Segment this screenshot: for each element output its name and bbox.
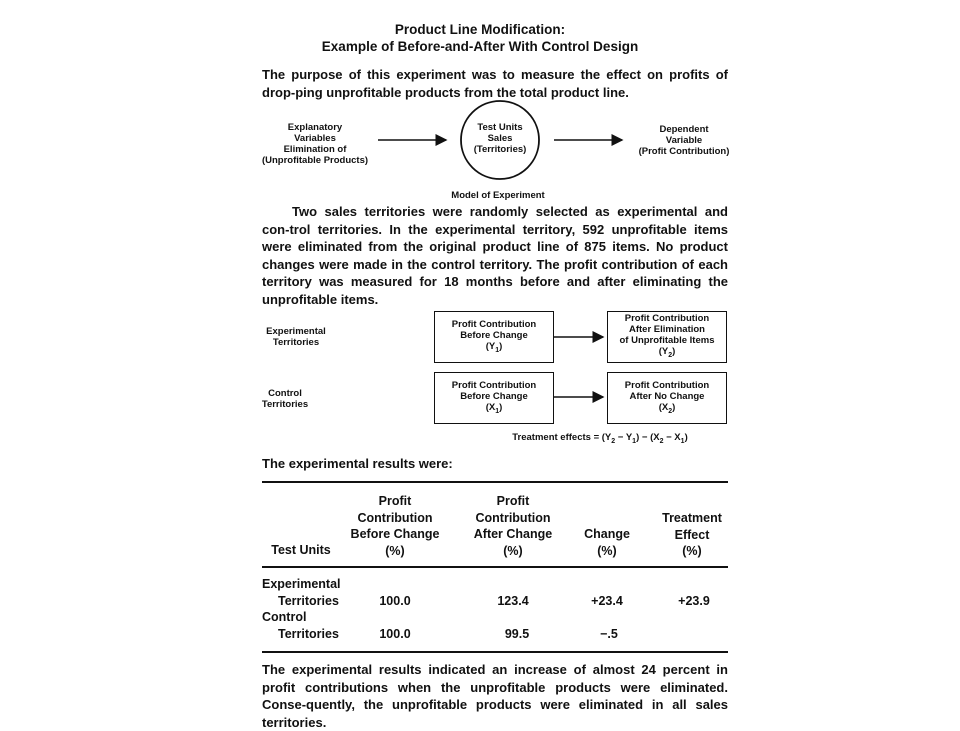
th-change: Change (%)	[584, 527, 630, 558]
exp-after-box: Profit Contribution After Elimination of Unprofitable Items $(Y_2)$	[607, 311, 727, 363]
table-cell-exp-effect: +23.9	[678, 594, 710, 608]
circle-label: Test Units Sales (Territories)	[473, 122, 527, 155]
explanatory-label: Explanatory Variables Elimination of (Unprofitable Products)	[261, 122, 369, 166]
conclusion-paragraph: The experimental results indicated an increase of almost 24 percent in profit contributions when the unprofitable products were eliminated. Conse-quently, the unprofitable products were eliminated in all sales territories.	[262, 662, 728, 730]
ctl-after-box: Profit Contribution After No Change $(X_2)$	[607, 372, 727, 424]
table-cell-exp-before: 100.0	[379, 594, 411, 608]
th-test-units: Test Units	[271, 543, 331, 557]
dependent-label: Dependent Variable (Profit Contribution)	[638, 124, 730, 157]
th-effect: Treatment Effect (%)	[662, 511, 722, 558]
title-line-2: Example of Before-and-After With Control Design	[321, 39, 639, 54]
ctl-before-box: Profit Contribution Before Change $(X_1)$	[434, 372, 554, 424]
results-intro: The experimental results were:	[262, 456, 453, 471]
title-line-1: Product Line Modification:	[394, 22, 566, 37]
table-row-ctl-unit: Control Territories	[262, 610, 339, 641]
treatment-formula: Treatment effects = $(Y_2 - Y_1) - (X_2 - X_1)$	[512, 432, 688, 445]
control-label: Control Territories	[261, 388, 309, 410]
table-top-rule	[262, 481, 728, 483]
table-cell-ctl-after: 99.5	[504, 627, 530, 641]
th-before: Profit Contribution Before Change (%)	[350, 494, 440, 558]
table-cell-ctl-before: 100.0	[379, 627, 411, 641]
th-after: Profit Contribution After Change (%)	[473, 494, 553, 558]
table-cell-exp-after: 123.4	[497, 594, 529, 608]
experimental-label: Experimental Territories	[266, 326, 326, 348]
table-header-rule	[262, 566, 728, 568]
table-row-exp-unit: Experimental Territories	[262, 577, 341, 608]
model-caption: Model of Experiment	[451, 190, 545, 201]
table-cell-exp-change: +23.4	[591, 594, 623, 608]
exp-before-box: Profit Contribution Before Change $(Y_1)$	[434, 311, 554, 363]
description-paragraph: Two sales territories were randomly selected as experimental and con-trol territories. In the experimental territory, 592 unprofitable items were eliminated from the original product line of 875 items. No product changes were made in the control territory. The profit contribution of each territory was measured for 18 months before and after eliminating the unprofitable items.	[262, 204, 728, 307]
table-cell-ctl-change: −.5	[600, 627, 618, 641]
table-bottom-rule	[262, 651, 728, 653]
intro-paragraph: The purpose of this experiment was to measure the effect on profits of drop-ping unprofitable products from the total product line.	[262, 67, 728, 100]
